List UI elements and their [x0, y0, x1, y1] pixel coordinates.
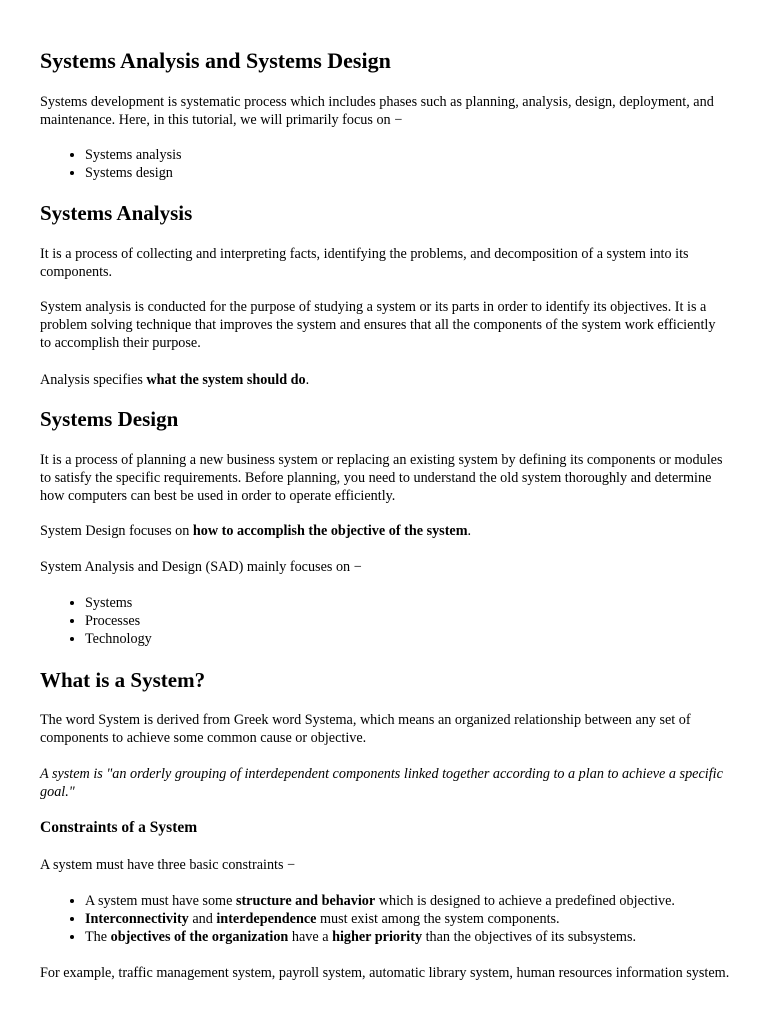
design-list [40, 594, 768, 648]
analysis-paragraph-2: System analysis is conducted for the purpose of studying a system or its parts in order to identify its objectives. It is a problem solving technique that improves the system and ensures that all the components of the system work efficiently to accomplish their purpose. [40, 299, 716, 351]
list-item: • A system must have some structure and behavior which is designed to achieve a predefined objective. [85, 892, 768, 910]
system-definition-quote: A system is "an orderly grouping of interdependent components linked together according to a plan to achieve a specific goal." [40, 766, 723, 800]
design-paragraph-2: System Design focuses on how to accomplish the objective of the system. [40, 523, 472, 539]
constraints-intro: A system must have three basic constraints − [40, 857, 296, 873]
list-item: • Processes [85, 612, 768, 630]
subheading-constraints: Constraints of a System [40, 819, 198, 836]
emphasis-text: what the system should do [146, 372, 306, 388]
section-heading-systems-analysis: Systems Analysis [40, 201, 193, 225]
section-heading-what-is-a-system: What is a System? [40, 668, 206, 692]
intro-paragraph: Systems development is systematic process which includes phases such as planning, analysis, design, deployment, and maintenance. Here, in this tutorial, we will primarily focus on − [40, 94, 714, 128]
example-paragraph: For example, traffic management system, payroll system, automatic library system, human resources information system. [40, 965, 730, 981]
page-title: Systems Analysis and Systems Design [40, 48, 391, 73]
emphasis-text: how to accomplish the objective of the system [192, 523, 468, 539]
section-heading-systems-design: Systems Design [40, 407, 179, 431]
list-item: • Interconnectivity and interdependence must exist among the system components. [85, 910, 768, 928]
what-paragraph-1: The word System is derived from Greek word Systema, which means an organized relationship between any set of components to achieve some common cause or objective. [40, 712, 691, 746]
analysis-paragraph-1: It is a process of collecting and interpreting facts, identifying the problems, and decomposition of a system into its components. [40, 246, 689, 280]
list-item: • Technology [85, 630, 768, 648]
analysis-paragraph-3: Analysis specifies what the system should do. [40, 372, 310, 388]
intro-list [40, 146, 768, 182]
list-item: • The objectives of the organization have a higher priority than the objectives of its subsystems. [85, 928, 768, 946]
list-item: • Systems design [85, 164, 768, 182]
list-item: • Systems analysis [85, 146, 768, 164]
list-item: • Systems [85, 594, 768, 612]
design-paragraph-1: It is a process of planning a new business system or replacing an existing system by defining its components or modules to satisfy the specific requirements. Before planning, you need to understand the old system thoroughly and determine how computers can best be used in order to operate efficiently. [40, 452, 723, 504]
design-paragraph-3: System Analysis and Design (SAD) mainly focuses on − [40, 559, 362, 575]
constraints-list [40, 892, 768, 946]
